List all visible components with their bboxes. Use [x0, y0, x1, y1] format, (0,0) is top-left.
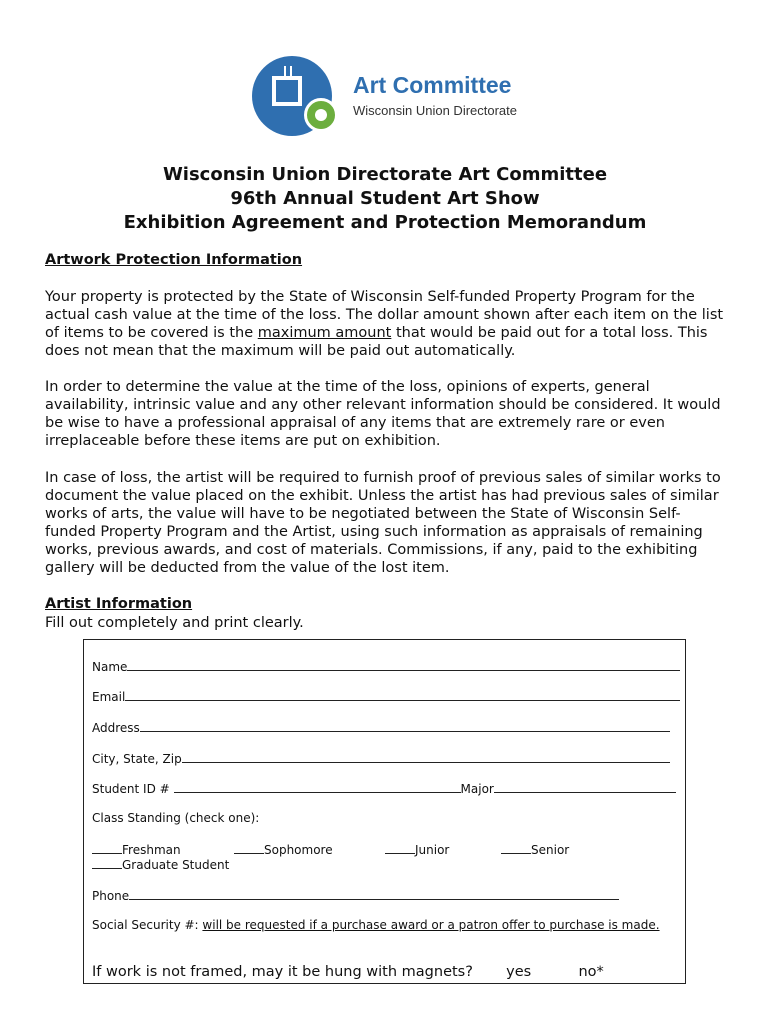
title-line-1: Wisconsin Union Directorate Art Committee [162, 164, 608, 185]
option-graduate[interactable] [92, 856, 229, 872]
protection-paragraph-1 [45, 288, 725, 360]
option-senior[interactable] [501, 841, 569, 857]
class-standing-label: Class Standing (check one): [92, 811, 260, 825]
junior-label: Junior [415, 843, 450, 857]
ssn-note: will be requested if a purchase award or a patron offer to purchase is made. [202, 918, 660, 932]
graduate-label: Graduate Student [122, 858, 230, 872]
logo-title: Art Committee [353, 72, 512, 98]
email-field[interactable] [92, 688, 680, 704]
city-state-zip-field[interactable] [92, 750, 670, 766]
ssn-field [92, 917, 662, 933]
option-sophomore[interactable] [234, 841, 333, 857]
freshman-label: Freshman [122, 843, 181, 857]
city-label: City, State, Zip [92, 752, 182, 766]
option-junior[interactable] [385, 841, 449, 857]
junior-check-line[interactable] [385, 841, 415, 854]
major-label: Major [460, 782, 494, 796]
name-field[interactable] [92, 658, 680, 674]
picture-frame-icon [272, 76, 302, 106]
protection-paragraph-2: In order to determine the value at the time of the loss, opinions of experts, general availability, intrinsic value and any other relevant information should be considered. It would be wise to have a professional appraisal of any items that are extremely rare or even irreplaceable before these items are put on exhibition. [45, 379, 721, 449]
magnets-yes-option[interactable]: yes [506, 964, 532, 980]
name-label: Name [92, 660, 128, 674]
city-line[interactable] [182, 750, 670, 763]
address-field[interactable] [92, 719, 670, 735]
major-line[interactable] [494, 780, 676, 793]
p1-text-b: that would be paid out for a total loss. This does not mean that the maximum will be paid out automatically. [45, 325, 708, 359]
maximum-amount-text: maximum amount [257, 325, 392, 341]
name-line[interactable] [127, 658, 680, 671]
freshman-check-line[interactable] [92, 841, 122, 854]
magnets-question-row [92, 964, 604, 980]
phone-field[interactable] [92, 887, 619, 903]
protection-heading: Artwork Protection Information [45, 252, 303, 268]
logo-subtitle: Wisconsin Union Directorate [353, 103, 518, 118]
art-committee-logo [252, 56, 542, 136]
document-title [0, 163, 770, 235]
graduate-check-line[interactable] [92, 856, 122, 869]
title-line-3: Exhibition Agreement and Protection Memorandum [123, 212, 647, 233]
magnets-question: If work is not framed, may it be hung with magnets? [92, 964, 473, 980]
artist-instructions: Fill out completely and print clearly. [45, 615, 304, 631]
address-label: Address [92, 721, 140, 735]
sunburst-icon [304, 98, 338, 132]
artist-heading: Artist Information [45, 596, 193, 612]
student-id-line[interactable] [174, 780, 461, 793]
p1-text-a: Your property is protected by the State of Wisconsin Self-funded Property Program for the actual cash value at the time of the loss. The dollar amount shown after each item on the list of items to be covered is the [45, 289, 724, 341]
sophomore-check-line[interactable] [234, 841, 264, 854]
address-line[interactable] [140, 719, 670, 732]
email-line[interactable] [125, 688, 680, 701]
student-id-field[interactable] [92, 780, 676, 796]
sophomore-label: Sophomore [264, 843, 333, 857]
magnets-no-option[interactable]: no* [578, 964, 604, 980]
title-line-2: 96th Annual Student Art Show [230, 188, 540, 209]
protection-paragraph-3: In case of loss, the artist will be required to furnish proof of previous sales of similar works to document the value placed on the exhibit. Unless the artist has had previous sales of similar works of arts, the value will have to be negotiated between the State of Wisconsin Self-funded Property Program and the Artist, using such information as appraisals of remaining works, previous awards, and cost of materials. Commissions, if any, paid to the exhibiting gallery will be deducted from the value of the lost item. [45, 470, 721, 576]
phone-label: Phone [92, 889, 130, 903]
email-label: Email [92, 690, 126, 704]
ssn-label: Social Security #: [92, 918, 199, 932]
phone-line[interactable] [129, 887, 619, 900]
senior-check-line[interactable] [501, 841, 531, 854]
student-id-label: Student ID # [92, 782, 170, 796]
option-freshman[interactable] [92, 841, 181, 857]
senior-label: Senior [531, 843, 570, 857]
